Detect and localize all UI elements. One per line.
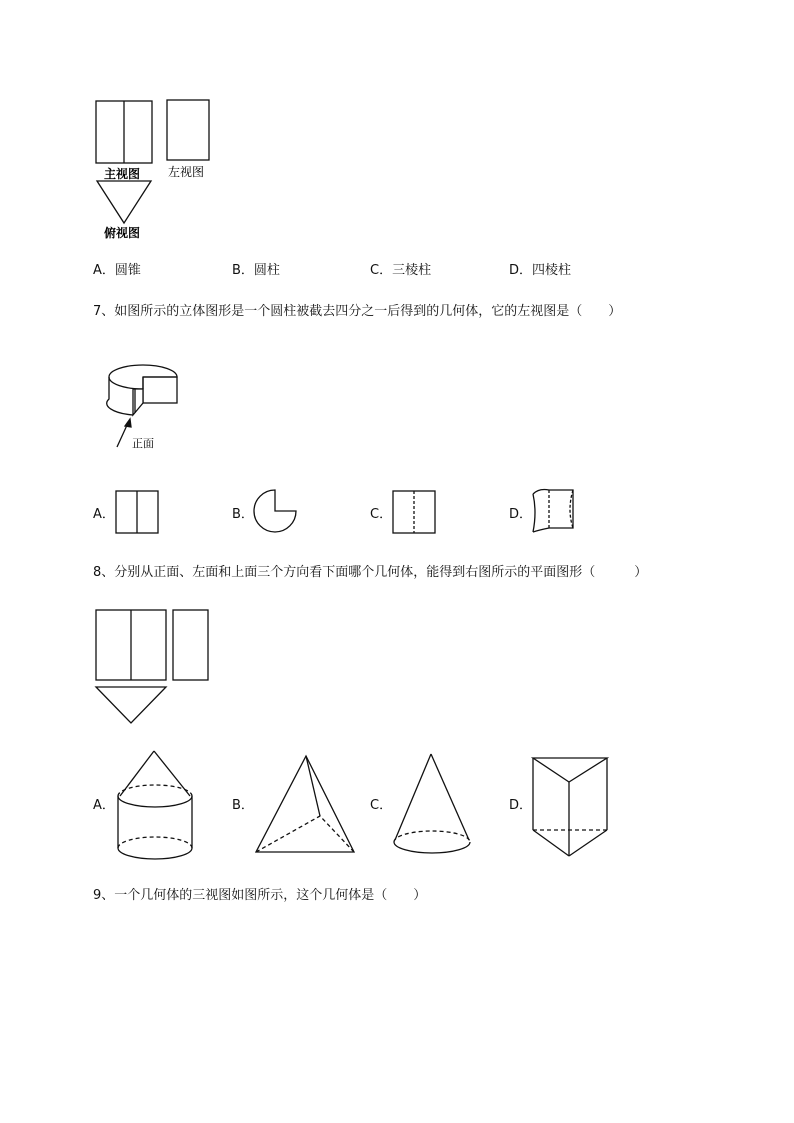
- q8-option-a-letter: A．: [93, 798, 115, 813]
- q7-question-text: 7、如图所示的立体图形是一个圆柱被截去四分之一后得到的几何体，它的左视图是（ ）: [93, 304, 622, 319]
- q7-option-a-figure: [113, 488, 163, 536]
- q8-top-view: [96, 687, 166, 723]
- q7-front-label: 正面: [132, 437, 154, 450]
- q7-option-c-figure: [390, 488, 440, 536]
- q7-option-d-figure: [527, 484, 581, 536]
- q6-three-views-figure: [90, 95, 230, 245]
- q7-cut-cylinder-figure: [95, 355, 195, 455]
- q8-three-views-figure: [92, 605, 217, 730]
- q7-option-b-letter: B．: [232, 507, 254, 522]
- q6-top-label: 俯视图: [104, 226, 141, 240]
- q6-option-c: C．三棱柱: [370, 263, 432, 278]
- q7-option-a-letter: A．: [93, 507, 115, 522]
- q8-option-a-figure: [110, 748, 202, 866]
- q8-left-view: [173, 610, 208, 680]
- q7-option-d-letter: D．: [509, 507, 533, 522]
- q8-option-d-figure: [527, 752, 612, 862]
- q9-question-text: 9、一个几何体的三视图如图所示，这个几何体是（ ）: [93, 888, 427, 903]
- q6-top-view: [97, 181, 151, 223]
- q8-option-c-figure: [388, 750, 478, 860]
- q8-option-b-figure: [252, 752, 360, 860]
- q7-option-b-figure: [250, 486, 300, 536]
- q8-option-c-letter: C．: [370, 798, 393, 813]
- q6-left-label: 左视图: [168, 165, 205, 179]
- q6-option-b: B．圆柱: [232, 263, 280, 278]
- q8-option-b-letter: B．: [232, 798, 254, 813]
- q8-question-text: 8、分别从正面、左面和上面三个方向看下面哪个几何体，能得到右图所示的平面图形（ ）: [93, 565, 648, 580]
- q6-front-label: 主视图: [104, 167, 141, 181]
- q6-option-d: D．四棱柱: [509, 263, 572, 278]
- q7-option-c-letter: C．: [370, 507, 393, 522]
- q6-option-a: A．圆锥: [93, 263, 141, 278]
- q8-option-d-letter: D．: [509, 798, 533, 813]
- q6-left-view: [167, 100, 209, 160]
